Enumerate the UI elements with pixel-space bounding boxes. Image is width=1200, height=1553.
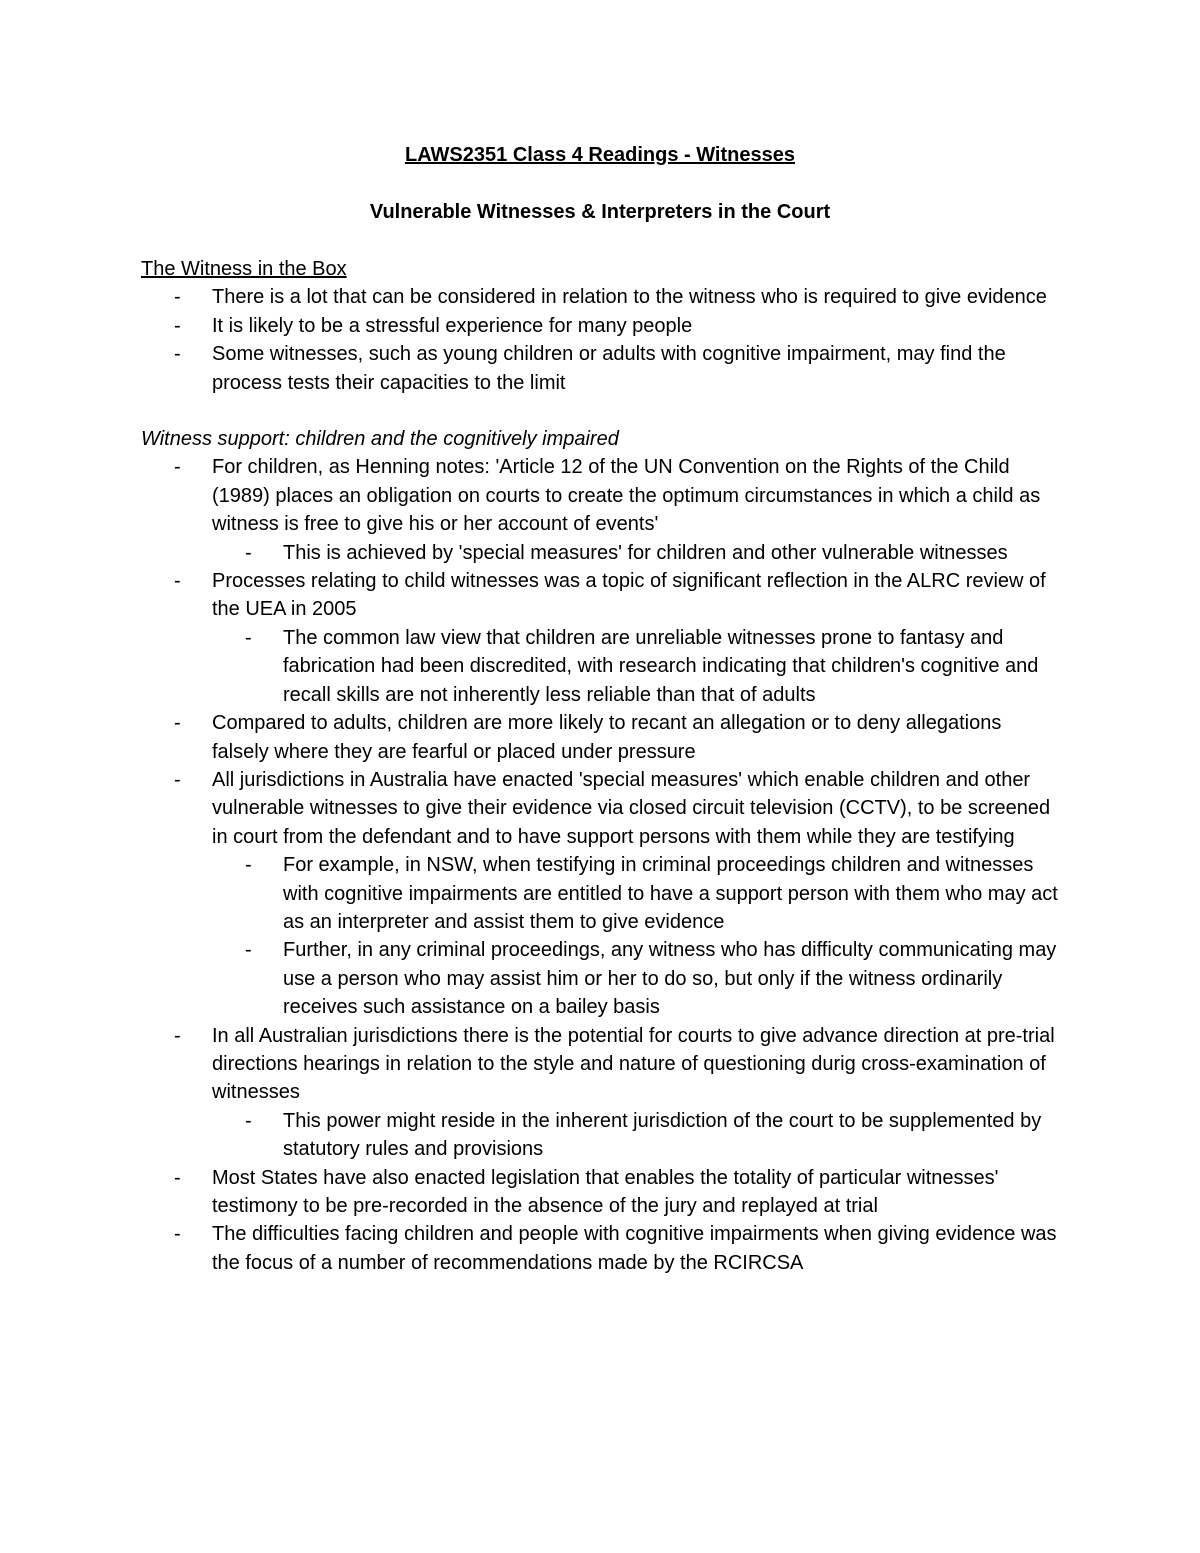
bullet-dash: - xyxy=(174,1024,181,1047)
sub-list-item-text: This is achieved by 'special measures' for children and other vulnerable witnesses xyxy=(283,541,1008,564)
section-heading: Witness support: children and the cognitively impaired xyxy=(141,428,619,451)
list-item xyxy=(141,312,1061,340)
sub-bullet-list xyxy=(212,624,1061,709)
list-item xyxy=(141,766,1061,1022)
list-item-text: It is likely to be a stressful experience for many people xyxy=(212,314,693,337)
bullet-dash: - xyxy=(174,314,181,337)
list-item-text: In all Australian jurisdictions there is the potential for courts to give advance direction at pre-trial directions hearings in relation to the style and nature of questioning durig cross-examination of witnesses xyxy=(212,1024,1055,1104)
list-item xyxy=(141,340,1061,397)
section-spacer xyxy=(141,397,1061,425)
sub-bullet-list xyxy=(212,539,1061,567)
list-item-text: Processes relating to child witnesses was a topic of significant reflection in the ALRC review of the UEA in 2005 xyxy=(212,570,1046,621)
list-item-text: The difficulties facing children and people with cognitive impairments when giving evidence was the focus of a number of recommendations made by the RCIRCSA xyxy=(212,1223,1057,1274)
sub-list-item xyxy=(212,851,1061,936)
bullet-dash: - xyxy=(174,343,181,366)
list-item-text: Most States have also enacted legislation that enables the totality of particular witnesses' testimony to be pre-recorded in the absence of the jury and replayed at trial xyxy=(212,1166,999,1217)
list-item-text: Some witnesses, such as young children or adults with cognitive impairment, may find the process tests their capacities to the limit xyxy=(212,343,1006,394)
bullet-dash: - xyxy=(245,1109,252,1132)
sub-list-item-text: For example, in NSW, when testifying in criminal proceedings children and witnesses with cognitive impairments are entitled to have a support person with them who may act as an interpreter and assist them to give evidence xyxy=(283,854,1058,933)
sub-list-item-text: This power might reside in the inherent jurisdiction of the court to be supplemented by statutory rules and provisions xyxy=(283,1109,1042,1161)
list-item xyxy=(141,1022,1061,1164)
sub-list-item-text: The common law view that children are unreliable witnesses prone to fantasy and fabrication had been discredited, with research indicating that children's cognitive and recall skills are not inherently less reliable than that of adults xyxy=(283,626,1039,706)
sub-list-item-text: Further, in any criminal proceedings, any witness who has difficulty communicating may use a person who may assist him or her to do so, but only if the witness ordinarily receives such assistance on a bailey basis xyxy=(283,939,1057,1019)
bullet-dash: - xyxy=(174,768,181,791)
document-body xyxy=(141,255,1061,1277)
list-item-text: All jurisdictions in Australia have enacted 'special measures' which enable children and other vulnerable witnesses to give their evidence via closed circuit television (CCTV), to be screened in court from the defendant and to have support persons with them while they are testifying xyxy=(212,768,1051,848)
sub-list-item xyxy=(212,624,1061,709)
bullet-dash: - xyxy=(174,712,181,735)
bullet-dash: - xyxy=(245,939,252,962)
bullet-list xyxy=(141,453,1061,1277)
bullet-dash: - xyxy=(245,541,252,564)
list-item-text: For children, as Henning notes: 'Article 12 of the UN Convention on the Rights of the Child (1989) places an obligation on courts to create the optimum circumstances in which a child as witness is free to give his or her account of events' xyxy=(212,456,1041,536)
list-item xyxy=(141,709,1061,766)
bullet-dash: - xyxy=(174,1166,181,1189)
bullet-dash: - xyxy=(174,570,181,593)
section-heading: The Witness in the Box xyxy=(141,258,347,280)
list-item xyxy=(141,567,1061,709)
list-item xyxy=(141,1220,1061,1277)
sub-list-item xyxy=(212,1107,1061,1164)
bullet-dash: - xyxy=(245,854,252,877)
list-item xyxy=(141,1164,1061,1221)
bullet-dash: - xyxy=(245,626,252,649)
list-item xyxy=(141,453,1061,567)
list-item-text: There is a lot that can be considered in relation to the witness who is required to give evidence xyxy=(212,286,1047,309)
list-item-text: Compared to adults, children are more likely to recant an allegation or to deny allegations falsely where they are fearful or placed under pressure xyxy=(212,712,1002,763)
document-title: LAWS2351 Class 4 Readings - Witnesses xyxy=(405,144,795,166)
sub-bullet-list xyxy=(212,851,1061,1021)
bullet-dash: - xyxy=(174,286,181,309)
sub-list-item xyxy=(212,539,1061,567)
bullet-dash: - xyxy=(174,456,181,479)
list-item xyxy=(141,283,1061,311)
bullet-list xyxy=(141,283,1061,397)
bullet-dash: - xyxy=(174,1223,181,1246)
document-subtitle: Vulnerable Witnesses & Interpreters in the Court xyxy=(369,201,831,223)
sub-bullet-list xyxy=(212,1107,1061,1164)
sub-list-item xyxy=(212,936,1061,1021)
